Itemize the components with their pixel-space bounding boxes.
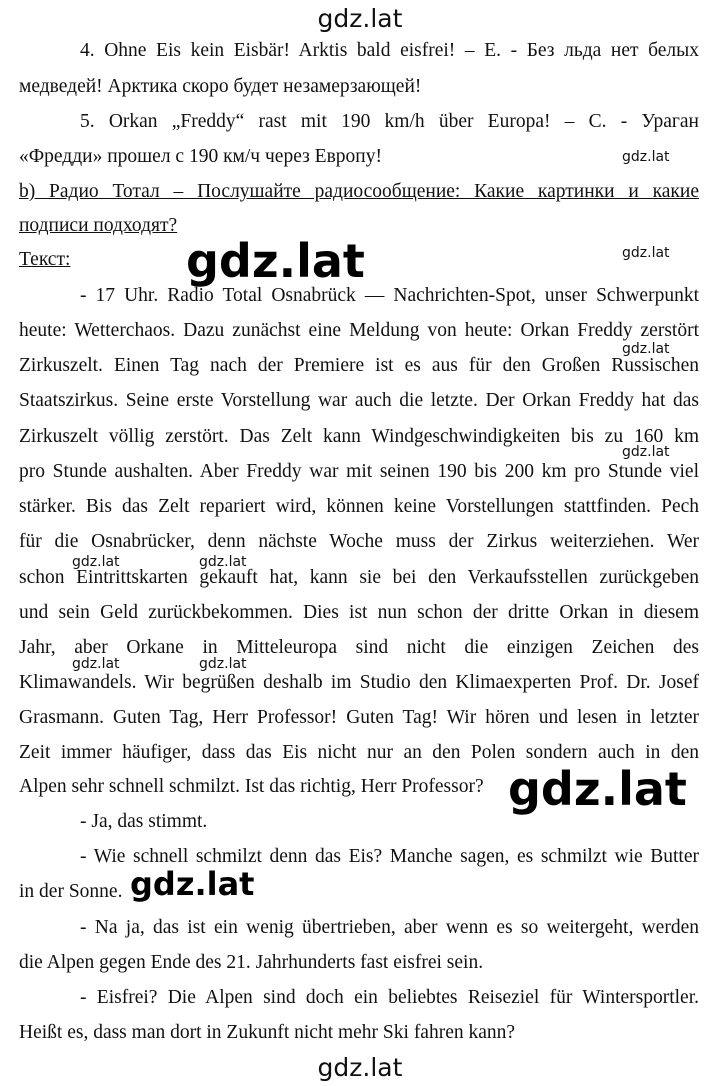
watermark-top: gdz.lat xyxy=(317,4,403,33)
text-line: - Na ja, das ist ein wenig übertrieben, aber wenn es so weitergeht, werden xyxy=(80,917,699,938)
watermark-bottom: gdz.lat xyxy=(317,1053,403,1082)
text-line: Jahr, aber Orkane in Mitteleuropa sind nicht die einzigen Zeichen des xyxy=(19,637,699,658)
text-line: und sein Geld zurückbekommen. Dies ist nun schon der dritte Orkan in diesem xyxy=(19,602,699,623)
text-line: heute: Wetterchaos. Dazu zunächst eine Meldung von heute: Orkan Freddy zerstört xyxy=(19,320,699,341)
text-line: - Ja, das stimmt. xyxy=(80,811,208,832)
text-line: «Фредди» прошел с 190 км/ч через Европу! xyxy=(19,146,382,167)
text-line: Heißt es, dass man dort in Zukunft nicht mehr Ski fahren kann? xyxy=(19,1022,516,1043)
watermark-small: gdz.lat xyxy=(622,444,670,460)
task-heading-line: подписи подходят? xyxy=(19,215,178,236)
watermark-small: gdz.lat xyxy=(622,245,670,261)
text-line: die Alpen gegen Ende des 21. Jahrhunderts fast eisfrei sein. xyxy=(19,952,484,973)
text-line: Zirkuszelt völlig zerstört. Das Zelt kann Windgeschwindigkeiten bis zu 160 km xyxy=(19,426,699,447)
watermark-medium: gdz.lat xyxy=(130,865,255,903)
text-line: Zirkuszelt. Einen Tag nach der Premiere ist es aus für den Großen Russischen xyxy=(19,355,699,376)
watermark-small: gdz.lat xyxy=(622,149,670,165)
text-line: Zeit immer häufiger, dass das Eis nicht nur an den Polen sondern auch in den xyxy=(19,742,699,763)
text-line: - 17 Uhr. Radio Total Osnabrück — Nachrichten-Spot, unser Schwerpunkt xyxy=(80,285,699,306)
text-line: Klimawandels. Wir begrüßen deshalb im Studio den Klimaexperten Prof. Dr. Josef xyxy=(19,672,699,693)
watermark-small: gdz.lat xyxy=(72,656,120,672)
text-line: 5. Orkan „Freddy“ rast mit 190 km/h über Europa! – C. - Ураган xyxy=(80,111,699,132)
text-line: schon Eintrittskarten gekauft hat, kann sie bei den Verkaufsstellen zurückgeben xyxy=(19,567,699,588)
text-line: медведей! Арктика скоро будет незамерзающей! xyxy=(19,76,422,97)
text-line: - Eisfrei? Die Alpen sind doch ein beliebtes Reiseziel für Wintersportler. xyxy=(80,987,699,1008)
watermark-large: gdz.lat xyxy=(508,762,687,816)
text-line: in der Sonne. xyxy=(19,881,123,902)
watermark-small: gdz.lat xyxy=(199,656,247,672)
watermark-small: gdz.lat xyxy=(72,554,120,570)
watermark-large: gdz.lat xyxy=(186,234,365,288)
text-line: pro Stunde aushalten. Aber Freddy war mit seinen 190 bis 200 km pro Stunde viel xyxy=(19,461,699,482)
watermark-small: gdz.lat xyxy=(199,554,247,570)
watermark-small: gdz.lat xyxy=(622,341,670,357)
text-line: stärker. Bis das Zelt repariert wird, können keine Vorstellungen stattfinden. Pech xyxy=(19,496,699,517)
text-label: Текст: xyxy=(19,249,71,270)
task-heading-line: b) Радио Тотал – Послушайте радиосообщение: Какие картинки и какие xyxy=(19,181,699,202)
text-line: - Wie schnell schmilzt denn das Eis? Manche sagen, es schmilzt wie Butter xyxy=(80,846,699,867)
text-line: 4. Ohne Eis kein Eisbär! Arktis bald eisfrei! – E. - Без льда нет белых xyxy=(80,40,699,61)
text-line: Staatszirkus. Seine erste Vorstellung war auch die letzte. Der Orkan Freddy hat das xyxy=(19,390,699,411)
text-line: Grasmann. Guten Tag, Herr Professor! Guten Tag! Wir hören und lesen in letzter xyxy=(19,707,699,728)
text-line: Alpen sehr schnell schmilzt. Ist das richtig, Herr Professor? xyxy=(19,776,484,797)
text-line: für die Osnabrücker, denn nächste Woche muss der Zirkus weiterziehen. Wer xyxy=(19,531,699,552)
